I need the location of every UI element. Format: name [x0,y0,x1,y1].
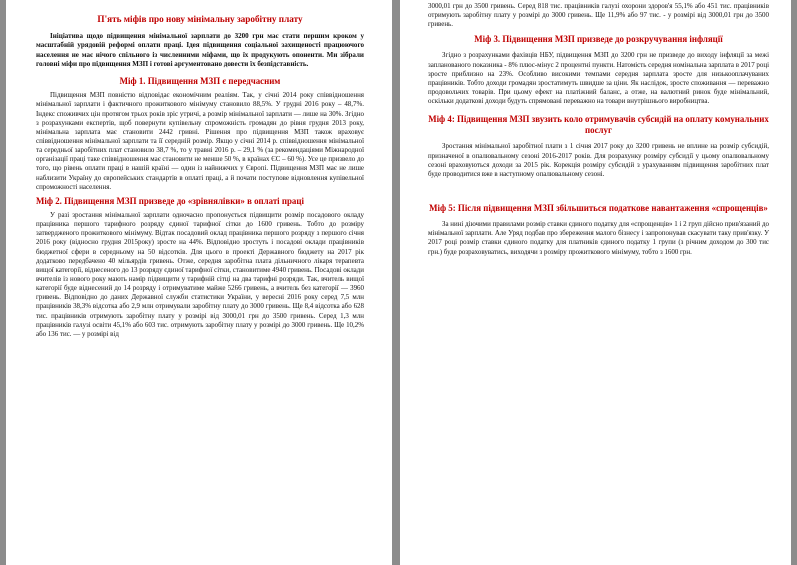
myth-2-heading: Міф 2. Підвищення МЗП призведе до «зрівнялівки» в оплаті праці [36,195,304,206]
document-page-right [400,0,791,565]
continued-paragraph: 3000,01 грн до 3500 гривень. Серед 818 тис. працівників галузі охорони здоров'я 55,1% або 451 тис. працівників отримують заробітну плату у розмірі до 3000 гривень. Ще 11,9% або 97 тис. - у розмірі від 3000,01 грн до 3500 гривень. [428,2,769,29]
myth-4-heading: Міф 4: Підвищення МЗП звузить коло отримувачів субсидій на оплату комунальних послуг [428,114,769,136]
myth-3-paragraph: Згідно з розрахунками фахівців НБУ, підвищення МЗП до 3200 грн не призведе до виходу інфляції за межі запланованого показника - 8% плюс-мінус 2 процентні пункти. Натомість середня номінальна зарплата в 2017 році зросте приблизно на 23%. Особливо високими темпами середня зарплата зросте для низькооплачуваних працівників. Тобто доходи громадян зростатимуть швидше за ціни. Як наслідок, зросте споживання — переважно продовольчих товарів. При цьому ефект на платіжний баланс, а отже, на валютний ринок буде мінімальний, оскільки додаткові доходи будуть спрямовані переважно на товари внутрішнього виробництва. [428,51,769,106]
myth-1-heading: Міф 1. Підвищення МЗП є передчасним [119,76,281,87]
intro-paragraph: Ініціатива щодо підвищення мінімальної зарплати до 3200 грн має стати першим кроком у масштабній урядовій реформі оплати праці. Ідея підвищення соціальної захищеності працюючого населення не має нічого спільного із численними міфами, що їх продукують опоненти. Ми зібрали головні міфи про підвищення МЗП і готові аргументовано довести їх безпідставність. [36,32,364,68]
myth-4-paragraph: Зростання мінімальної заробітної плати з 1 січня 2017 року до 3200 гривень не вплине на розмір субсидій, призначеної в опалювальному сезоні 2016-2017 років. Для розрахунку розміру субсидії у цьому опалювальному сезоні враховуються доходи за 2015 рік. Корекція розміру субсидій з урахуванням підвищення заробітних плат буде проводитися вже в наступному опалювальному сезоні. [428,142,769,178]
document-page-left [6,0,392,565]
myth-5-heading: Міф 5: Після підвищення МЗП збільшиться податкове навантаження «спрощенців» [429,203,768,214]
myth-3-heading: Міф 3. Підвищення МЗП призведе до розкручування інфляції [474,34,723,45]
myth-1-paragraph: Підвищення МЗП повністю відповідає економічним реаліям. Так, у січні 2014 року співвідношення мінімальної зарплати і фактичного прожиткового мінімуму становило 88,5%. У грудні 2016 року – 48,7%. Індекс споживчих цін протягом трьох років зріс утричі, а розмір мінімальної зарплати — лише на 30%. Згідно з розрахунками експертів, щоб повернути купівельну спроможність громадян до рівня грудня 2013 року, мінімальна зарплата має становити 2442 гривні. Рішення про підвищення МЗП також враховує співвідношення мінімальної зарплати та її середній розмір. Якщо у січні 2014 р. співвідношення мінімальної та середньої заробітних плат становило 38,7 %, то у травні 2016 р. – 29,1 % (за рекомендаціями Міжнародної організації праці таке співвідношення має становити не менше 50 %, в країнах ЄС – 60 %). Усе це призвело до того, що рівень оплати праці в нашій країні — один із найнижчих у Європі. Підвищення МЗП має не лише наблизити Україну до європейських стандартів в оплаті праці, а й почати поступове відновлення купівельної спроможності населення. [36,91,364,191]
myth-2-paragraph: У разі зростання мінімальної зарплати одночасно пропонується підвищити розмір посадового окладу працівника першого тарифного розряду єдиної тарифної сітки до 1600 гривень. Тобто до розміру затвердженого прожиткового мінімуму. Відтак посадовий оклад працівника першого розряду з першого січня 2016 року (відносно грудня 2015року) зросте на 44%. Відповідно зростуть і посадові оклади працівників бюджетної сфери в середньому на 50 відсотків. Для цього в проекті Державного бюджету на 2017 рік додатково передбачено 40 мільярдів гривень. Отже, середня заробітна плата дільничного лікаря терапевта вищої категорії, віднесеного до 13 розряду єдиної тарифної сітки, становитиме 4940 гривень. Посадові оклади вчителів із нового року мають намір підвищити у тарифній сітці на два тарифні розряди. Так, вчитель вищої категорії буде віднесений до 14 розряду і отримуватиме майже 5266 гривень, а вчитель без категорії — 3960 гривень. Відповідно до даних Державної служби статистики України, у вересні 2016 року серед 7,5 млн працівників 38,3% відсотка або 2,9 млн отримували заробітну плату до 3000 гривень. Ще 8,4 відсотка або 628 тис. працівників отримують заробітну плату у розмірі від 3000,01 грн до 3500 гривень. Серед 1,3 млн працівників галузі освіти 45,1% або 603 тис. отримують заробітну плату у розмірі до 3000 гривень. Ще 10,2% або 136 тис. — у розмірі від [36,210,364,338]
document-title: П'ять міфів про нову мінімальну заробітну плату [97,14,303,24]
myth-5-paragraph: За нині діючими правилами розмір ставки єдиного податку для «спрощенців» 1 і 2 груп дійсно прив'язаний до мінімальної зарплати. Але Уряд подбав про збереження малого бізнесу і запропонував скасувати таку прив'язку. У 2017 році розмір ставки єдиного податку для платників єдиного податку 1 групи (з річним доходом до 300 тис грн.) буде розраховуватись, виходячи з розміру прожиткового мінімуму, тобто з 1600 грн. [428,220,769,256]
